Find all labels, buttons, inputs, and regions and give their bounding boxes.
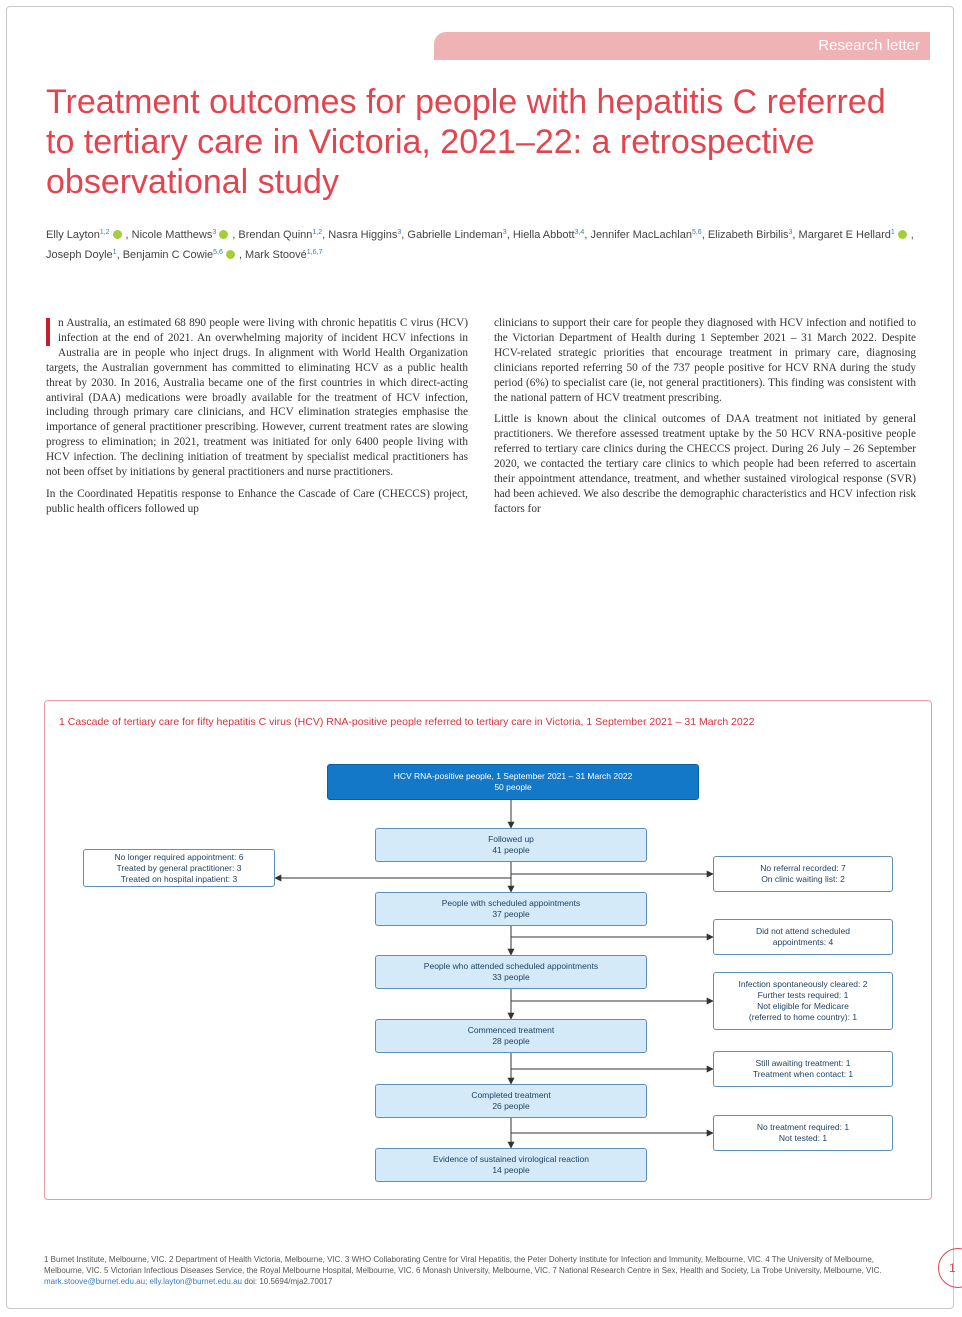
author-affiliation-sup: 1,6,7 xyxy=(306,249,323,256)
author-name: Brendan Quinn xyxy=(238,229,313,241)
figure-box xyxy=(44,700,932,1200)
author-affiliation-sup: 1 xyxy=(890,229,895,236)
exclusion-box-right-text: Not tested: 1 xyxy=(778,1133,828,1143)
exclusion-box-right-text: Infection spontaneously cleared: 2 xyxy=(738,979,868,989)
cascade-step-text: 37 people xyxy=(492,909,530,919)
footnote xyxy=(44,1254,912,1287)
author-affiliation-sup: 3 xyxy=(502,229,507,236)
author-name: Joseph Doyle xyxy=(46,249,113,261)
cascade-step-text: 28 people xyxy=(492,1036,530,1046)
orcid-icon[interactable] xyxy=(113,230,122,239)
cascade-step-text: 33 people xyxy=(492,972,530,982)
author-name: Jennifer MacLachlan xyxy=(590,229,692,241)
author-affiliation-sup: 5,6 xyxy=(213,249,223,256)
body-paragraph-intro xyxy=(46,316,468,480)
exclusion-box-right xyxy=(713,1115,893,1151)
exclusion-box-right-text: Treatment when contact: 1 xyxy=(752,1069,854,1079)
author-affiliation-sup: 1,2 xyxy=(99,229,110,236)
author-name: Mark Stoové xyxy=(245,249,307,261)
author-name: Hiella Abbott xyxy=(512,229,575,241)
body-paragraph: In the Coordinated Hepatitis response to Enhance the Cascade of Care (CHECCS) project, public health officers followed up xyxy=(46,487,468,515)
author-affiliation-sup: 3 xyxy=(788,229,793,236)
author-name: Gabrielle Lindeman xyxy=(407,229,503,241)
author-affiliation-sup: 3 xyxy=(397,229,402,236)
cascade-step-text: People who attended scheduled appointments xyxy=(423,961,599,971)
cascade-step-text: 50 people xyxy=(494,782,532,792)
cascade-step-text: Commenced treatment xyxy=(467,1025,555,1035)
email-link[interactable]: mark.stoove@burnet.edu.au; elly.layton@burnet.edu.au xyxy=(44,1277,242,1286)
author-name: Elizabeth Birbilis xyxy=(707,229,789,241)
cascade-step xyxy=(375,828,647,862)
author-affiliation-sup: 1,2 xyxy=(312,229,323,236)
author-affiliation-sup: 3 xyxy=(212,229,217,236)
affiliations-text: 1 Burnet Institute, Melbourne, VIC. 2 Department of Health Victoria, Melbourne, VIC. 3 WHO Collaborating Centre for Viral Hepatitis, the Peter Doherty Institute for Infection and Immunity, Melbourne, VIC. 4 The University of Melbourne, Melbourne, VIC. 5 Victorian Infectious Diseases Service, the Royal Melbourne Hospital, Melbourne, VIC. 6 Monash University, Melbourne, VIC. 7 National Research Centre in Sex, Health and Society, La Trobe University, Melbourne, VIC. xyxy=(44,1255,882,1275)
exclusion-box-left xyxy=(83,849,275,887)
exclusion-box-right xyxy=(713,1051,893,1087)
article-type-badge: Research letter xyxy=(434,32,930,60)
cascade-step xyxy=(375,1148,647,1182)
author-affiliation-sup: 3,4 xyxy=(574,229,585,236)
orcid-icon[interactable] xyxy=(219,230,228,239)
body-paragraph: Little is known about the clinical outcomes of DAA treatment not initiated by general practitioners. We therefore assessed treatment uptake by the 50 HCV RNA-positive people referred to tertiary care clinics during the CHECCS project. During 26 July – 26 September 2020, we contacted the tertiary care clinics to which people had been referred to ascertain their appointment attendance, treatment, and whether sustained virological response (SVR) had been achieved. We also describe the demographic characteristics and HCV infection risk factors for xyxy=(494,413,916,515)
author-name: Nicole Matthews xyxy=(131,229,213,241)
cascade-step-text: Completed treatment xyxy=(471,1090,551,1100)
cascade-step-text: HCV RNA-positive people, 1 September 2021 – 31 March 2022 xyxy=(393,771,633,781)
exclusion-box-left-text: No longer required appointment: 6 xyxy=(114,851,244,862)
cascade-step xyxy=(375,892,647,926)
exclusion-box-right-text: Further tests required: 1 xyxy=(757,990,849,1000)
exclusion-box-right xyxy=(713,972,893,1030)
dropcap-bar xyxy=(46,318,50,346)
author-name: Margaret E Hellard xyxy=(798,229,891,241)
orcid-icon[interactable] xyxy=(226,250,235,259)
body-column-right xyxy=(494,316,916,652)
cascade-step-text: Followed up xyxy=(488,834,534,844)
figure-caption: 1 Cascade of tertiary care for fifty hepatitis C virus (HCV) RNA-positive people referred to tertiary care in Victoria, 1 September 2021 – 31 March 2022 xyxy=(59,716,755,728)
author-list: Elly Layton$^{1,2}$ , Nicole Matthews$^3$ , Brendan Quinn$^{1,2}$, Nasra Higgins$^3$, Gabrielle Lindeman$^3$, Hiella Abbott$^{3,4}$, Jennifer MacLachlan$^{5,6}$, Elizabeth Birbilis$^3$, Margaret E Hellard$^1$ , Joseph Doyle$^1$, Benjamin C Cowie$^{5,6}$ , Mark Stoové$^{1,6,7}$ xyxy=(46,229,914,261)
exclusion-box-right-text: On clinic waiting list: 2 xyxy=(761,874,845,884)
doi-text: doi: 10.5694/mja2.70017 xyxy=(244,1277,333,1286)
cascade-step xyxy=(375,1019,647,1053)
body-paragraph: clinicians to support their care for people they diagnosed with HCV infection and notified to the Victorian Department of Health during 1 September 2021 – 31 March 2022. Despite HCV-related strategic priorities that encourage treatment in primary care, diagnosing clinicians reported referring 50 of the 737 people positive for HCV RNA during the study period (6%) to specialist care (ie, not general practitioners). This finding was consistent with the national pattern of HCV treatment prescribing. xyxy=(494,317,916,404)
cascade-step xyxy=(375,1084,647,1118)
orcid-icon[interactable] xyxy=(898,230,907,239)
exclusion-box-right xyxy=(713,919,893,955)
author-name: Nasra Higgins xyxy=(328,229,398,241)
exclusion-box-right-text: appointments: 4 xyxy=(772,937,834,947)
exclusion-box-right-text: (referred to home country): 1 xyxy=(748,1012,858,1022)
cascade-step xyxy=(327,764,699,800)
exclusion-box-left-text: Treated by general practitioner: 3 xyxy=(116,862,242,873)
body-column-left xyxy=(46,316,468,652)
cascade-step-text: People with scheduled appointments xyxy=(441,898,581,908)
body-paragraph-intro-text: n Australia, an estimated 68 890 people were living with chronic hepatitis C virus (HCV) infection at the end of 2021. An overwhelming majority of incident HCV infections in Australia are in people who inject drugs. In alignment with World Health Organization targets, the Australian government has committed to eliminating HCV as a public health threat by 2030. In 2016, Australia became one of the first countries in which direct-acting antiviral (DAA) medications were broadly available for the treatment of HCV infection, including through primary care clinicians, and HCV elimination strategies emphasise the importance of general practitioner prescribing. However, current treatment rates are slowing progress to elimination; in 2021, treatment was initiated for only 6400 people living with HCV infection. The declining initiation of treatment by specialist medical practitioners has not been offset by initiations by general practitioners and nurse practitioners. xyxy=(46,317,468,479)
exclusion-box-right-text: No referral recorded: 7 xyxy=(760,863,846,873)
cascade-step-text: Evidence of sustained virological reaction xyxy=(433,1154,589,1164)
cascade-step xyxy=(375,955,647,989)
cascade-step-text: 26 people xyxy=(492,1101,530,1111)
cascade-step-text: 14 people xyxy=(492,1165,530,1175)
cascade-step-text: 41 people xyxy=(492,845,530,855)
exclusion-box-left-text: Treated on hospital inpatient: 3 xyxy=(120,873,238,884)
exclusion-box-right-text: Still awaiting treatment: 1 xyxy=(755,1058,851,1068)
article-title: Treatment outcomes for people with hepatitis C referred to tertiary care in Victoria, 2021–22: a retrospective observational study xyxy=(46,83,886,201)
author-name: Benjamin C Cowie xyxy=(122,249,214,261)
exclusion-box-right-text: No treatment required: 1 xyxy=(756,1122,850,1132)
author-name: Elly Layton xyxy=(46,229,100,241)
exclusion-box-right xyxy=(713,856,893,892)
exclusion-box-right-text: Did not attend scheduled xyxy=(755,926,851,936)
page-number: 1 xyxy=(938,1248,962,1288)
author-affiliation-sup: 5,6 xyxy=(691,229,702,236)
exclusion-box-right-text: Not eligible for Medicare xyxy=(757,1001,849,1011)
author-affiliation-sup: 1 xyxy=(112,249,117,256)
